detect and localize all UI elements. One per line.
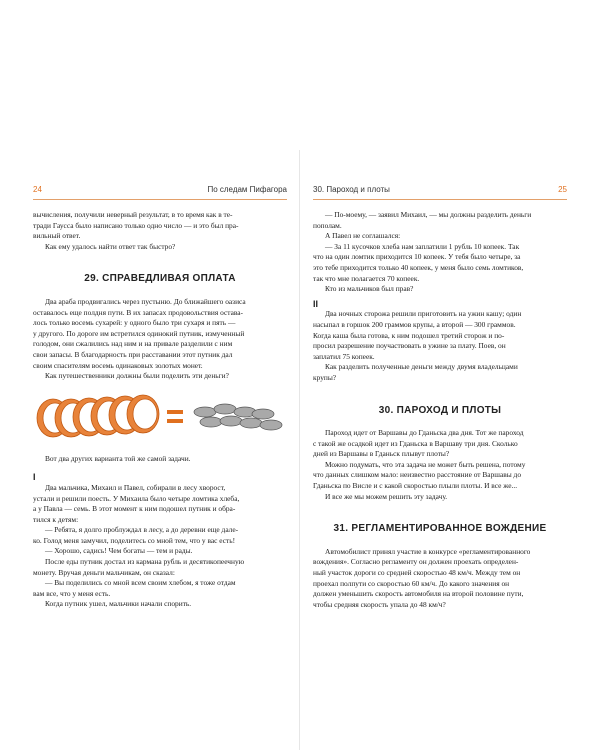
right-text-line: должен уменьшить скорость автомобиля на второй половине пути, [313, 589, 524, 599]
right-text-line: И все же мы можем решить эту задачу. [325, 491, 448, 501]
left-header-rule [33, 199, 287, 200]
right-text-line: Пароход идет от Варшавы до Гданьска два дня. Тот же пароход [325, 428, 524, 438]
right-page-body [313, 210, 567, 610]
right-text-line: — По-моему, — заявил Михаил, — мы должны разделить деньги [325, 210, 532, 219]
left-running-title: По следам Пифагора [207, 185, 287, 194]
section-30-title: 30. ПАРОХОД И ПЛОТЫ [378, 404, 502, 416]
right-text-line: Автомобилист принял участие в конкурсе «регламентированного [325, 546, 531, 556]
left-text-line: свои запасы. В благодарность при расставании этот путник дал [33, 349, 233, 359]
right-page-number: 25 [558, 185, 567, 194]
left-text-line: — Ребята, я долго проблуждал в лесу, а до деревни еще дале- [45, 525, 239, 535]
section-29-title: 29. СПРАВЕДЛИВАЯ ОПЛАТА [84, 273, 236, 285]
right-text-line: это тебе приходится только 40 копеек, у меня было семь ломтиков, [313, 262, 524, 272]
roman-numeral-1: I [33, 472, 36, 483]
right-text-line: ный участок дороги со средней скоростью 48 км/ч. Между тем он [313, 568, 521, 578]
bread-and-coins-illustration [33, 388, 287, 446]
left-text-line: После еды путник достал из кармана рубль и десятикопеечную [45, 557, 245, 567]
page-gutter [299, 150, 300, 750]
left-text-line: Вот два других варианта той же самой задачи. [45, 453, 191, 463]
left-text-line: Как путешественники должны были поделить эти деньги? [45, 371, 229, 381]
right-text-line: просил разрешение поучаствовать в ужине за плату. Поев, он [313, 341, 506, 351]
left-page-body [33, 210, 287, 610]
left-text-line: своим спасителям восемь одинаковых золотых монет. [33, 360, 203, 370]
left-text-line: — Хорошо, садись! Чем богаты — тем и рады. [45, 546, 193, 556]
right-text-line: что данных слишком мало: неизвестно расстояние от Варшавы до [313, 470, 522, 480]
left-text-line: ко. Голод меня замучил, поделитесь со мной тем, что у вас есть! [33, 535, 236, 545]
left-text-line: вильный ответ. [33, 231, 81, 241]
left-text-line: тради Гаусса было написано только одно число — и это был пра- [33, 220, 239, 230]
left-text-line: — Вы поделились со мной всем своим хлебом, я тоже отдам [45, 578, 236, 588]
right-text-line: что на один ломтик приходится 10 копеек. У тебя было четыре, за [313, 252, 521, 262]
left-text-line: Когда путник ушел, мальчики начали спорить. [45, 599, 192, 609]
right-header [313, 185, 567, 197]
left-text-line: а у Павла — семь. В этот момент к ним подошел путник и обра- [33, 504, 236, 514]
right-text-line: крупы? [313, 372, 337, 382]
right-text-line: пополам. [313, 220, 342, 230]
section-31-title: 31. РЕГЛАМЕНТИРОВАННОЕ ВОЖДЕНИЕ [333, 523, 547, 535]
left-text-line: Как ему удалось найти ответ так быстро? [45, 241, 176, 251]
right-text-line: проехал полпути со скоростью 60 км/ч. До какого значения он [313, 578, 510, 588]
left-text-line: Два мальчика, Михаил и Павел, собирали в лесу хворост, [45, 482, 226, 492]
left-text-line: оставалось еще полдня пути. В их запасах продовольствия остава- [33, 307, 243, 317]
coins-illustration [194, 404, 282, 430]
equals-sign [167, 410, 183, 423]
right-header-rule [313, 199, 567, 200]
right-text-line: Кто из мальчиков был прав? [325, 284, 414, 294]
left-text-line: вычисления, получили неверный результат, в то время как в те- [33, 210, 233, 219]
right-text-line: с такой же осадкой идет из Гданьска в Варшаву три дня. Сколько [313, 438, 518, 448]
right-text-line: Можно подумать, что эта задача не может быть решена, потому [325, 459, 526, 469]
right-text-line: Когда каша была готова, к ним подошел третий сторож и по- [313, 330, 505, 340]
right-text-line: Как разделить полученные деньги между двумя владельцами [325, 362, 518, 372]
roman-numeral-2: II [313, 298, 319, 309]
right-text-line: А Павел не соглашался: [325, 231, 401, 241]
right-text-line: вождения». Согласно регламенту он должен проехать определен- [313, 557, 519, 567]
left-header [33, 185, 287, 197]
left-text-line: у другого. По дороге им встретился одинокий путник, измученный [33, 328, 245, 338]
right-text-line: Гданьска по Висле и с какой скоростью плыли плоты. И все же... [313, 481, 518, 491]
left-text-line: голодом, они сжалились над ним и на привале разделили с ним [33, 339, 233, 349]
left-text-line: устали и решили поесть. У Михаила было четыре ломтика хлеба, [33, 493, 240, 503]
left-text-line: лось только восемь сухарей: у одного было три сухаря и пять — [33, 318, 236, 328]
left-page-number: 24 [33, 185, 42, 194]
right-text-line: насыпал в горшок 200 граммов крупы, а второй — 300 граммов. [313, 319, 516, 329]
right-text-line: дней из Варшавы в Гданьск плывут плоты? [313, 449, 450, 459]
left-text-line: Два араба продвигались через пустыню. До ближайшего оазиса [45, 296, 246, 306]
right-text-line: — За 11 кусочков хлеба нам заплатили 1 рубль 10 копеек. Так [325, 241, 520, 251]
right-text-line: чтобы средняя скорость упала до 48 км/ч? [313, 599, 446, 609]
right-running-title: 30. Пароход и плоты [313, 185, 390, 194]
left-text-line: тился к детям: [33, 514, 79, 524]
bread-slices-illustration [33, 388, 287, 446]
right-text-line: заплатил 75 копеек. [313, 351, 375, 361]
left-text-line: вам все, что у меня есть. [33, 588, 111, 598]
right-text-line: Два ночных сторожа решили приготовить на ужин кашу; один [325, 309, 522, 319]
left-text-line: монету. Вручая деньги мальчикам, он сказал: [33, 567, 175, 577]
right-text-line: так что мне полагается 70 копеек. [313, 273, 420, 283]
